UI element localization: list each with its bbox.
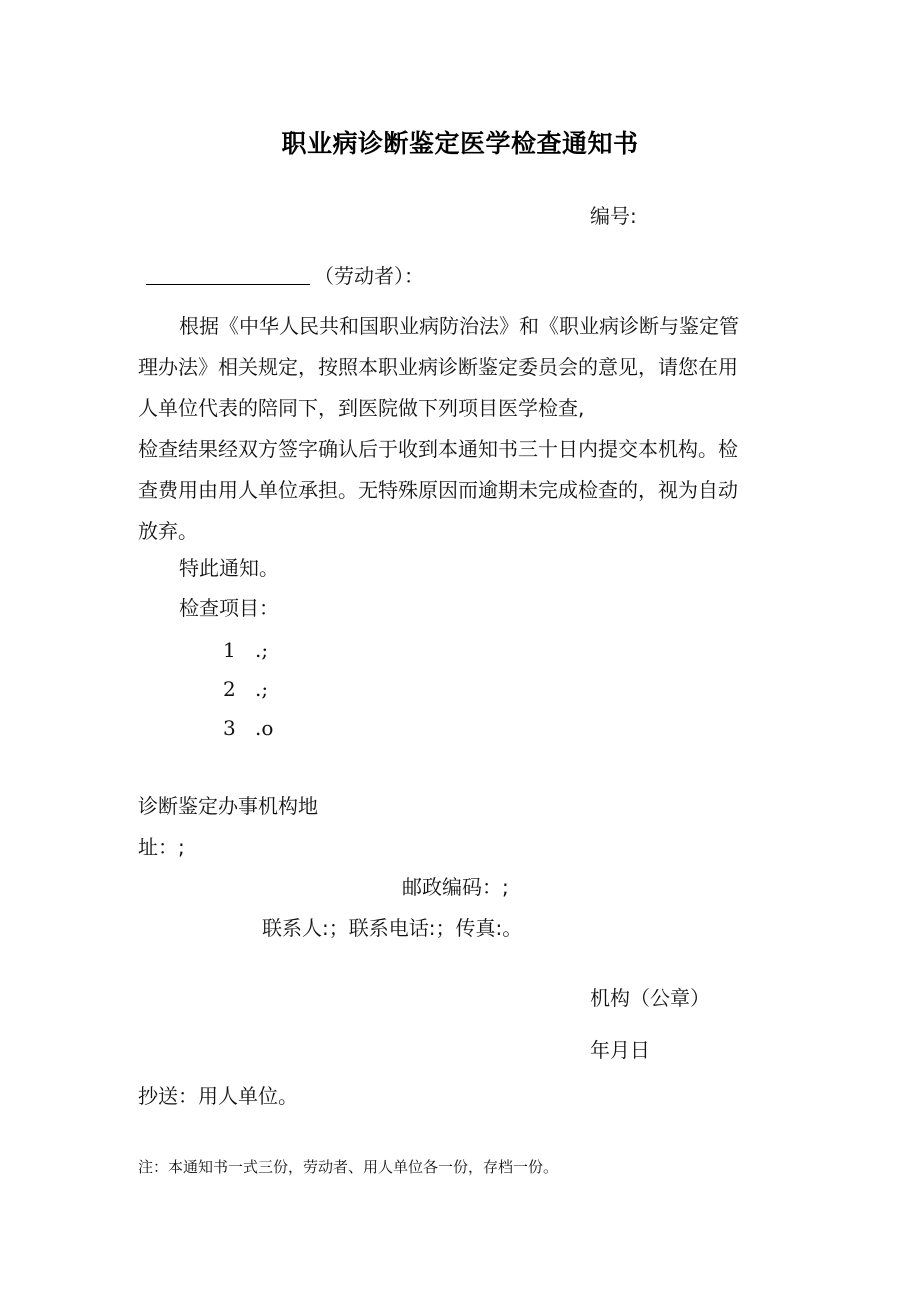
paragraph-line: 人单位代表的陪同下，到医院做下列项目医学检查, xyxy=(138,396,585,420)
addressee-suffix: （劳动者）： xyxy=(314,264,424,288)
footnote: 注：本通知书一式三份，劳动者、用人单位各一份，存档一份。 xyxy=(138,1158,559,1176)
serial-number-label: 编号: xyxy=(590,204,637,228)
addressee-blank xyxy=(146,262,310,285)
paragraph-line: 放弃。 xyxy=(138,519,198,543)
list-item-number: 1 xyxy=(223,638,236,662)
list-item-number: 3 xyxy=(223,716,236,740)
list-item-suffix: .; xyxy=(255,677,269,701)
postal-code-label: 邮政编码：; xyxy=(402,875,509,899)
paragraph-line: 查费用由用人单位承担。无特殊原因而逾期未完成检查的，视为自动 xyxy=(138,478,738,502)
list-item-number: 2 xyxy=(223,677,236,701)
office-address-label-cont: 址：; xyxy=(138,835,185,859)
document-title: 职业病诊断鉴定医学检查通知书 xyxy=(281,129,639,158)
main-paragraph xyxy=(138,306,798,552)
notice-text: 特此通知。 xyxy=(179,556,279,580)
items-label: 检查项目： xyxy=(179,596,279,620)
cc-line: 抄送：用人单位。 xyxy=(138,1084,298,1108)
contact-line: 联系人:；联系电话:；传真:。 xyxy=(262,916,523,940)
date-label: 年月日 xyxy=(590,1038,650,1062)
office-address-label: 诊断鉴定办事机构地 xyxy=(138,794,318,818)
seal-label: 机构（公章） xyxy=(590,986,710,1010)
paragraph-line: 检查结果经双方签字确认后于收到本通知书三十日内提交本机构。检 xyxy=(138,437,738,461)
list-item xyxy=(223,708,273,748)
addressee-line xyxy=(146,256,424,296)
list-item xyxy=(223,630,268,670)
paragraph-line: 根据《中华人民共和国职业病防治法》和《职业病诊断与鉴定管 xyxy=(179,314,739,338)
paragraph-line: 理办法》相关规定，按照本职业病诊断鉴定委员会的意见，请您在用 xyxy=(138,355,738,379)
list-item-suffix: .o xyxy=(255,716,274,740)
list-item xyxy=(223,669,268,709)
list-item-suffix: .; xyxy=(255,638,269,662)
